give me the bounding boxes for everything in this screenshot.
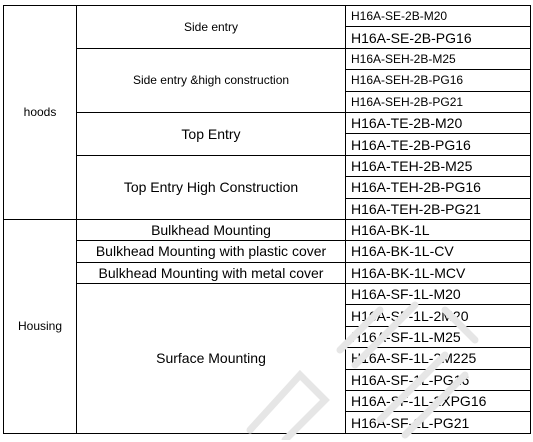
part-code: H16A-TE-2B-PG16: [346, 134, 531, 155]
table-row: [4, 48, 531, 69]
table-row: [4, 284, 531, 305]
table-row: [4, 219, 531, 240]
part-code: H16A-SF-1L-2M225: [346, 348, 531, 369]
part-code: H16A-SE-2B-M20: [346, 6, 531, 27]
table-row: [4, 241, 531, 262]
part-code: H16A-TEH-2B-PG16: [346, 177, 531, 198]
description-bulkhead-metal: Bulkhead Mounting with metal cover: [77, 262, 346, 283]
part-code: H16A-TEH-2B-PG21: [346, 198, 531, 219]
description-side-entry: Side entry: [77, 6, 346, 49]
table-row: [4, 155, 531, 176]
part-code: H16A-SE-2B-PG16: [346, 27, 531, 48]
description-top-entry: Top Entry: [77, 112, 346, 155]
product-code-table: [3, 5, 531, 434]
description-side-entry-high: Side entry &high construction: [77, 48, 346, 112]
part-code: H16A-TE-2B-M20: [346, 112, 531, 133]
table-row: [4, 6, 531, 27]
part-code: H16A-SF-1L-PG16: [346, 369, 531, 390]
description-surface-mounting: Surface Mounting: [77, 284, 346, 434]
part-code: H16A-SF-1L-M20: [346, 284, 531, 305]
description-top-entry-high: Top Entry High Construction: [77, 155, 346, 219]
part-code: H16A-BK-1L-MCV: [346, 262, 531, 283]
part-code: H16A-SEH-2B-PG21: [346, 91, 531, 112]
part-code: H16A-SF-1L-PG21: [346, 412, 531, 433]
table-row: [4, 262, 531, 283]
description-bulkhead: Bulkhead Mounting: [77, 219, 346, 240]
part-code: H16A-SF-1L-2XPG16: [346, 391, 531, 412]
part-code: H16A-SEH-2B-PG16: [346, 70, 531, 91]
description-bulkhead-plastic: Bulkhead Mounting with plastic cover: [77, 241, 346, 262]
part-code: H16A-SEH-2B-M25: [346, 48, 531, 69]
part-code: H16A-BK-1L: [346, 219, 531, 240]
part-code: H16A-SF-1L-2M20: [346, 305, 531, 326]
part-code: H16A-TEH-2B-M25: [346, 155, 531, 176]
category-hoods: hoods: [4, 6, 77, 220]
part-code: H16A-BK-1L-CV: [346, 241, 531, 262]
category-housing: Housing: [4, 219, 77, 433]
table-row: [4, 112, 531, 133]
part-code: H16A-SF-1L-M25: [346, 326, 531, 347]
